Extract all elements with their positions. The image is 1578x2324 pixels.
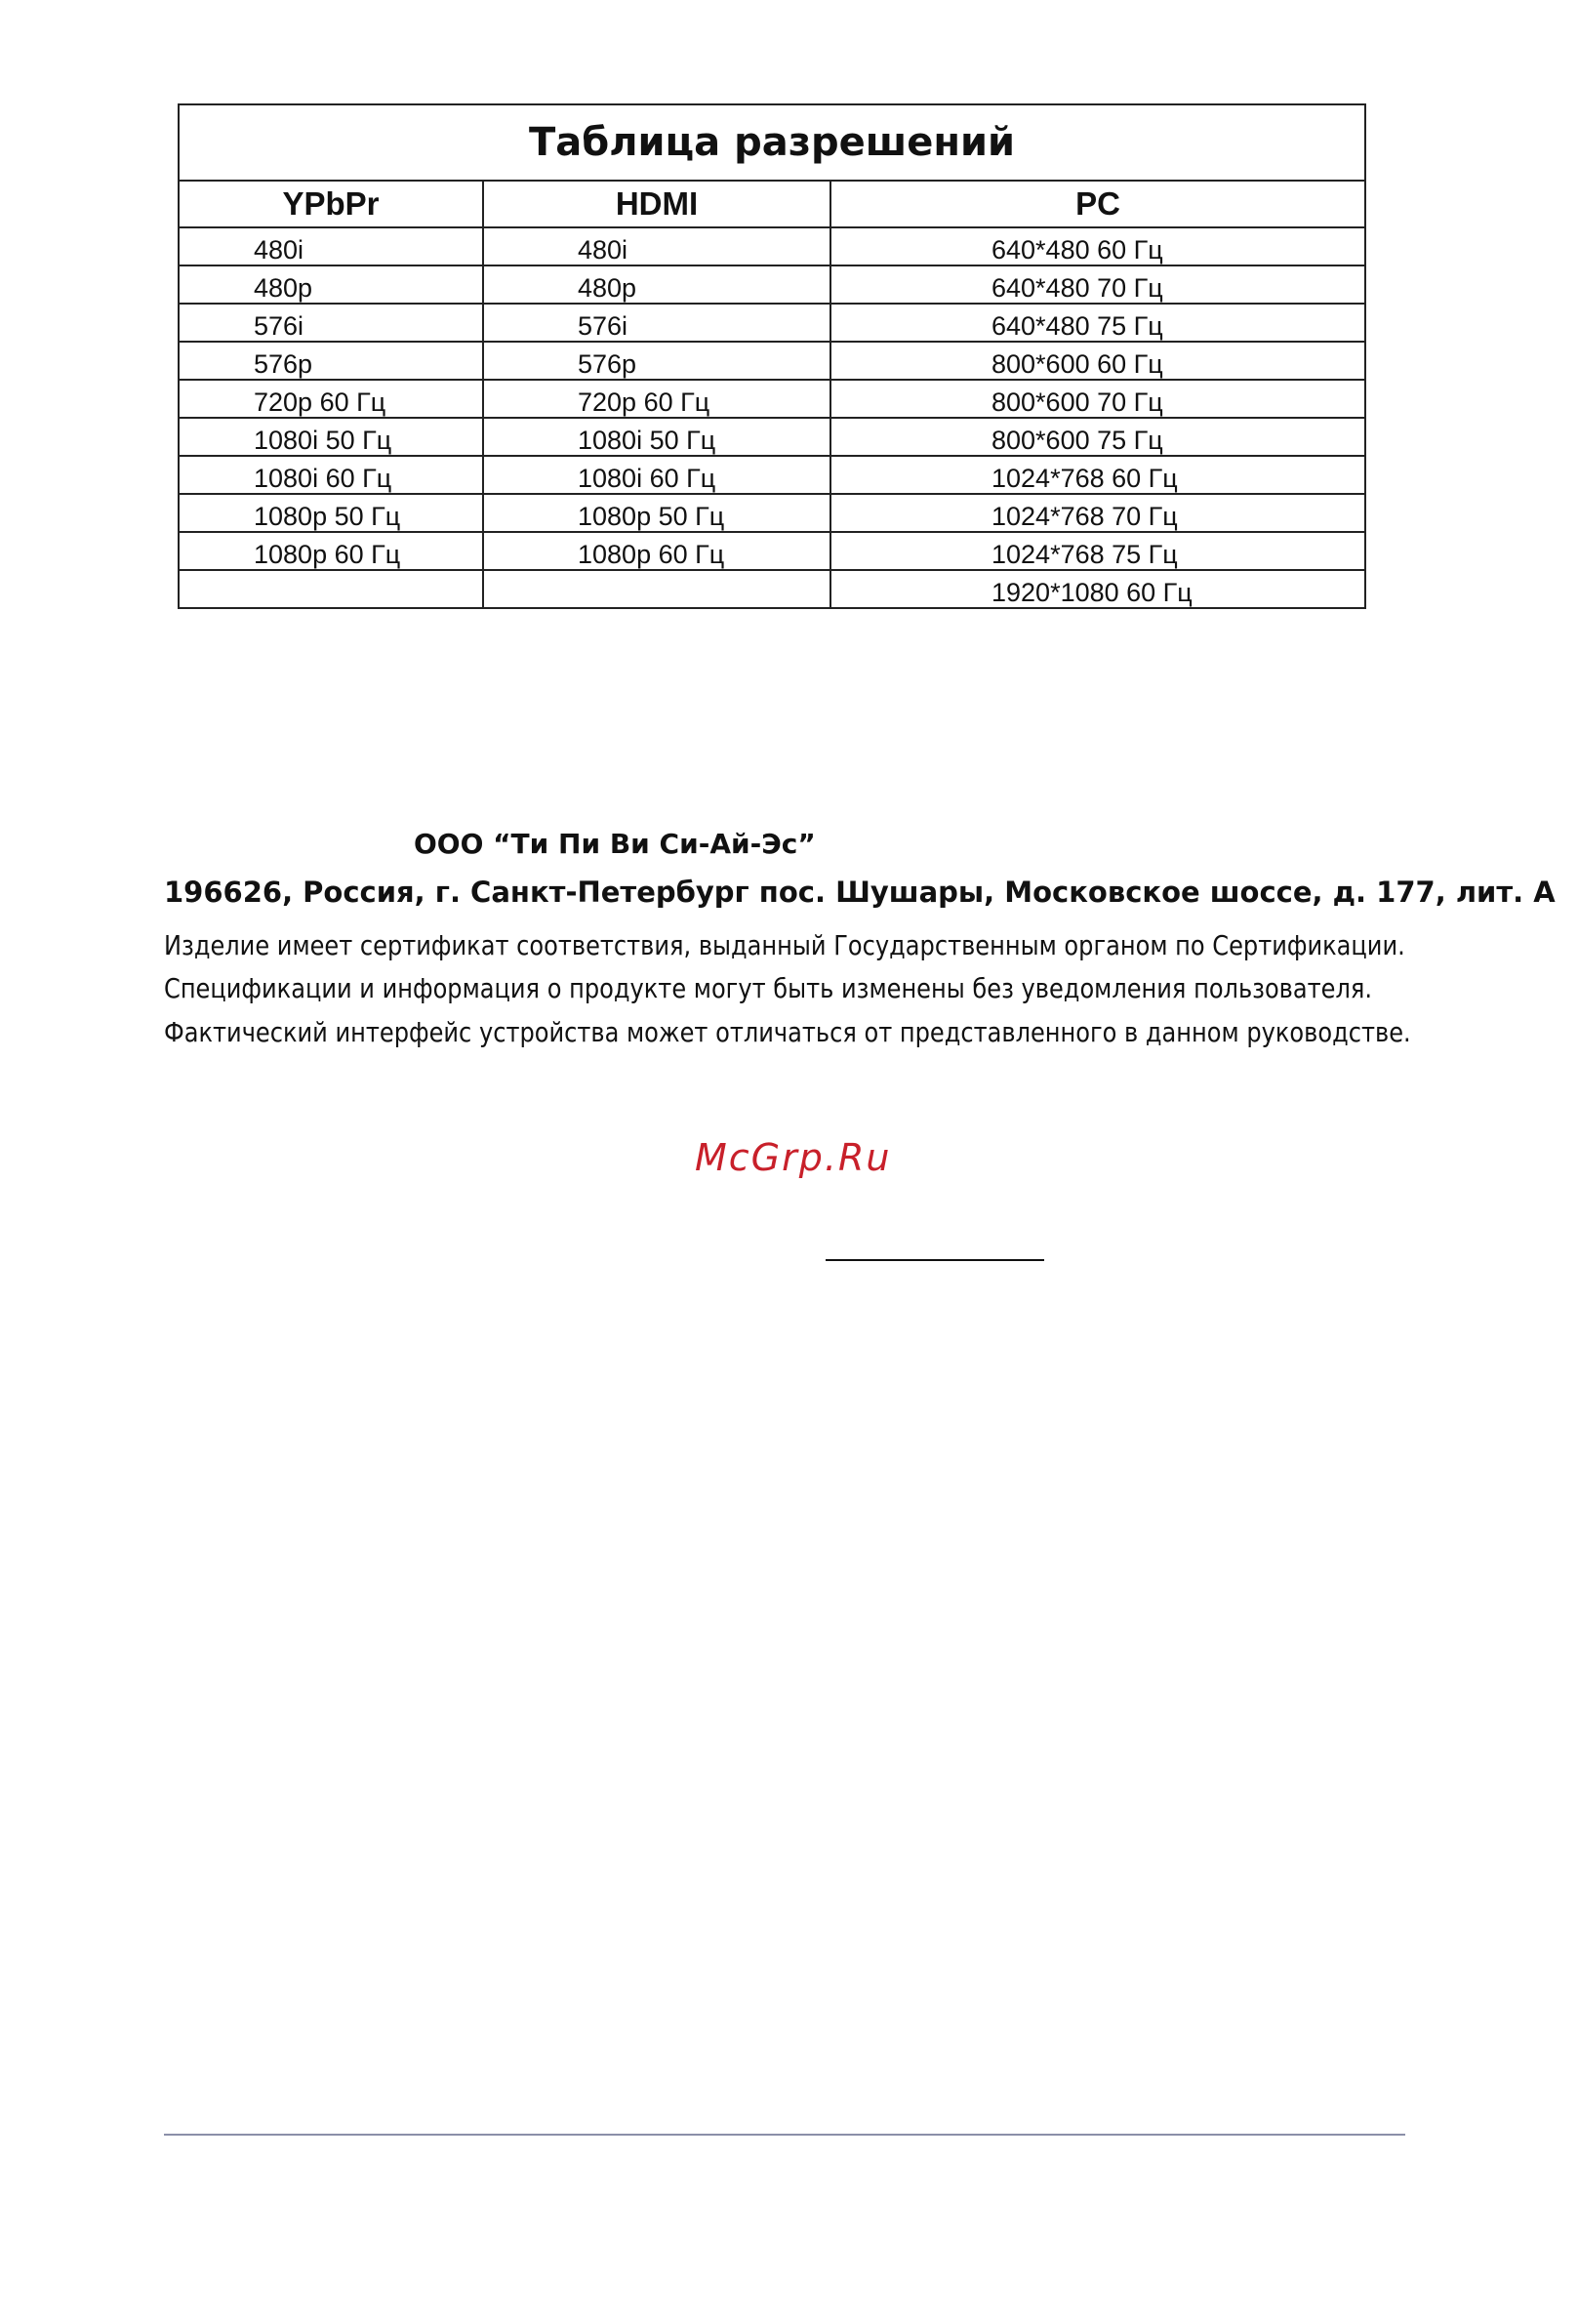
- cell-ypbpr: 720p 60 Гц: [179, 380, 483, 418]
- cell-pc: 1024*768 75 Гц: [830, 532, 1365, 570]
- cell-hdmi: [483, 570, 830, 608]
- cell-ypbpr: 1080i 50 Гц: [179, 418, 483, 456]
- cell-pc: 800*600 75 Гц: [830, 418, 1365, 456]
- table-row: [179, 456, 1365, 494]
- table-row: [179, 380, 1365, 418]
- cell-ypbpr: [179, 570, 483, 608]
- cell-pc: 640*480 60 Гц: [830, 227, 1365, 265]
- cell-pc: 1024*768 60 Гц: [830, 456, 1365, 494]
- cell-hdmi: 576p: [483, 342, 830, 380]
- table-row: [179, 304, 1365, 342]
- cell-hdmi: 480i: [483, 227, 830, 265]
- header-ypbpr: YPbPr: [179, 181, 483, 227]
- cell-hdmi: 1080i 50 Гц: [483, 418, 830, 456]
- cell-ypbpr: 1080i 60 Гц: [179, 456, 483, 494]
- cell-hdmi: 1080i 60 Гц: [483, 456, 830, 494]
- interface-notice: Фактический интерфейс устройства может отличаться от представленного в данном руководстве.: [164, 1016, 1411, 1048]
- table-row: [179, 265, 1365, 304]
- header-pc: PC: [830, 181, 1365, 227]
- resolution-table: [178, 103, 1366, 609]
- cell-ypbpr: 480p: [179, 265, 483, 304]
- cell-ypbpr: 1080p 60 Гц: [179, 532, 483, 570]
- table-row: [179, 494, 1365, 532]
- table-title: Таблица разрешений: [179, 104, 1365, 181]
- table-body: [179, 227, 1365, 608]
- cell-ypbpr: 480i: [179, 227, 483, 265]
- company-address: 196626, Россия, г. Санкт-Петербург пос. Шушары, Московское шоссе, д. 177, лит. А: [164, 876, 1556, 909]
- cell-pc: 640*480 75 Гц: [830, 304, 1365, 342]
- cell-hdmi: 720p 60 Гц: [483, 380, 830, 418]
- table-row: [179, 570, 1365, 608]
- cell-hdmi: 576i: [483, 304, 830, 342]
- cell-pc: 800*600 70 Гц: [830, 380, 1365, 418]
- header-hdmi: HDMI: [483, 181, 830, 227]
- specification-notice: Спецификации и информация о продукте могут быть изменены без уведомления пользователя.: [164, 972, 1372, 1004]
- cell-pc: 640*480 70 Гц: [830, 265, 1365, 304]
- watermark: McGrp.Ru: [695, 1136, 892, 1179]
- table-title-row: [179, 104, 1365, 181]
- short-divider: [826, 1259, 1044, 1261]
- table-row: [179, 227, 1365, 265]
- cell-ypbpr: 576i: [179, 304, 483, 342]
- table-row: [179, 418, 1365, 456]
- cell-ypbpr: 1080p 50 Гц: [179, 494, 483, 532]
- table-header-row: [179, 181, 1365, 227]
- company-name: ООО “Ти Пи Ви Си-Ай-Эс”: [414, 828, 816, 860]
- cell-hdmi: 480p: [483, 265, 830, 304]
- cell-hdmi: 1080p 60 Гц: [483, 532, 830, 570]
- cell-ypbpr: 576p: [179, 342, 483, 380]
- table-row: [179, 532, 1365, 570]
- certificate-notice: Изделие имеет сертификат соответствия, выданный Государственным органом по Сертификации.: [164, 929, 1405, 961]
- cell-hdmi: 1080p 50 Гц: [483, 494, 830, 532]
- bottom-divider: [164, 2134, 1405, 2136]
- cell-pc: 800*600 60 Гц: [830, 342, 1365, 380]
- table-row: [179, 342, 1365, 380]
- cell-pc: 1920*1080 60 Гц: [830, 570, 1365, 608]
- cell-pc: 1024*768 70 Гц: [830, 494, 1365, 532]
